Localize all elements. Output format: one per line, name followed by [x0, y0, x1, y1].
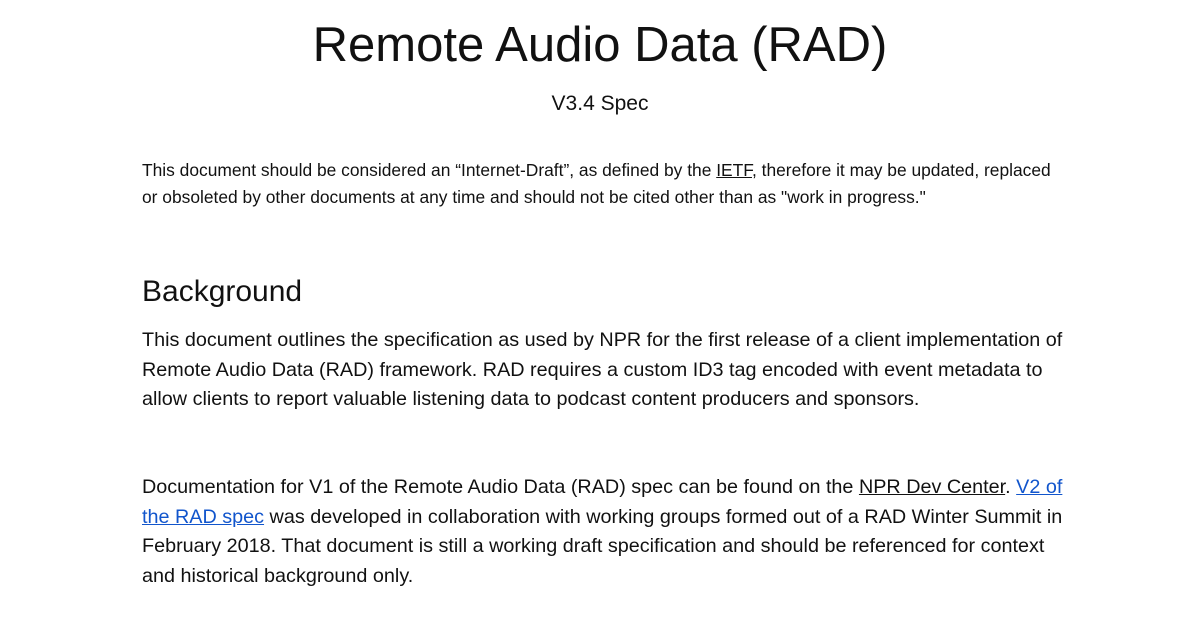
paragraph-2-text-start: Documentation for V1 of the Remote Audio Data (RAD) spec can be found on the — [142, 476, 859, 498]
document-subtitle: V3.4 Spec — [551, 92, 649, 115]
paragraph-2-text-middle: . — [1005, 476, 1017, 498]
notice-text-start: This document should be considered an “Internet-Draft”, as defined by the — [142, 160, 717, 180]
internet-draft-notice — [142, 157, 1062, 211]
background-paragraph-2 — [142, 473, 1072, 591]
paragraph-2-text-end: was developed in collaboration with working groups formed out of a RAD Winter Summit in February 2018. That document is still a working draft specification and should be referenced for context and historical background only. — [142, 505, 1063, 587]
ietf-link[interactable]: IETF — [716, 160, 752, 180]
v2-rad-spec-link[interactable]: V2 of the RAD spec — [142, 476, 1063, 528]
background-heading: Background — [142, 275, 303, 308]
background-paragraph-1: This document outlines the specification as used by NPR for the first release of a client implementation of Remote Audio Data (RAD) framework. RAD requires a custom ID3 tag encoded with event metadata to allow clients to report valuable listening data to podcast content producers and sponsors. — [142, 329, 1063, 410]
npr-dev-center-link[interactable]: NPR Dev Center — [858, 476, 1006, 498]
notice-text-end: , therefore it may be updated, replaced or obsoleted by other documents at any time and should not be cited other than as "work in progress." — [142, 160, 1051, 207]
document-title: Remote Audio Data (RAD) — [312, 18, 888, 72]
